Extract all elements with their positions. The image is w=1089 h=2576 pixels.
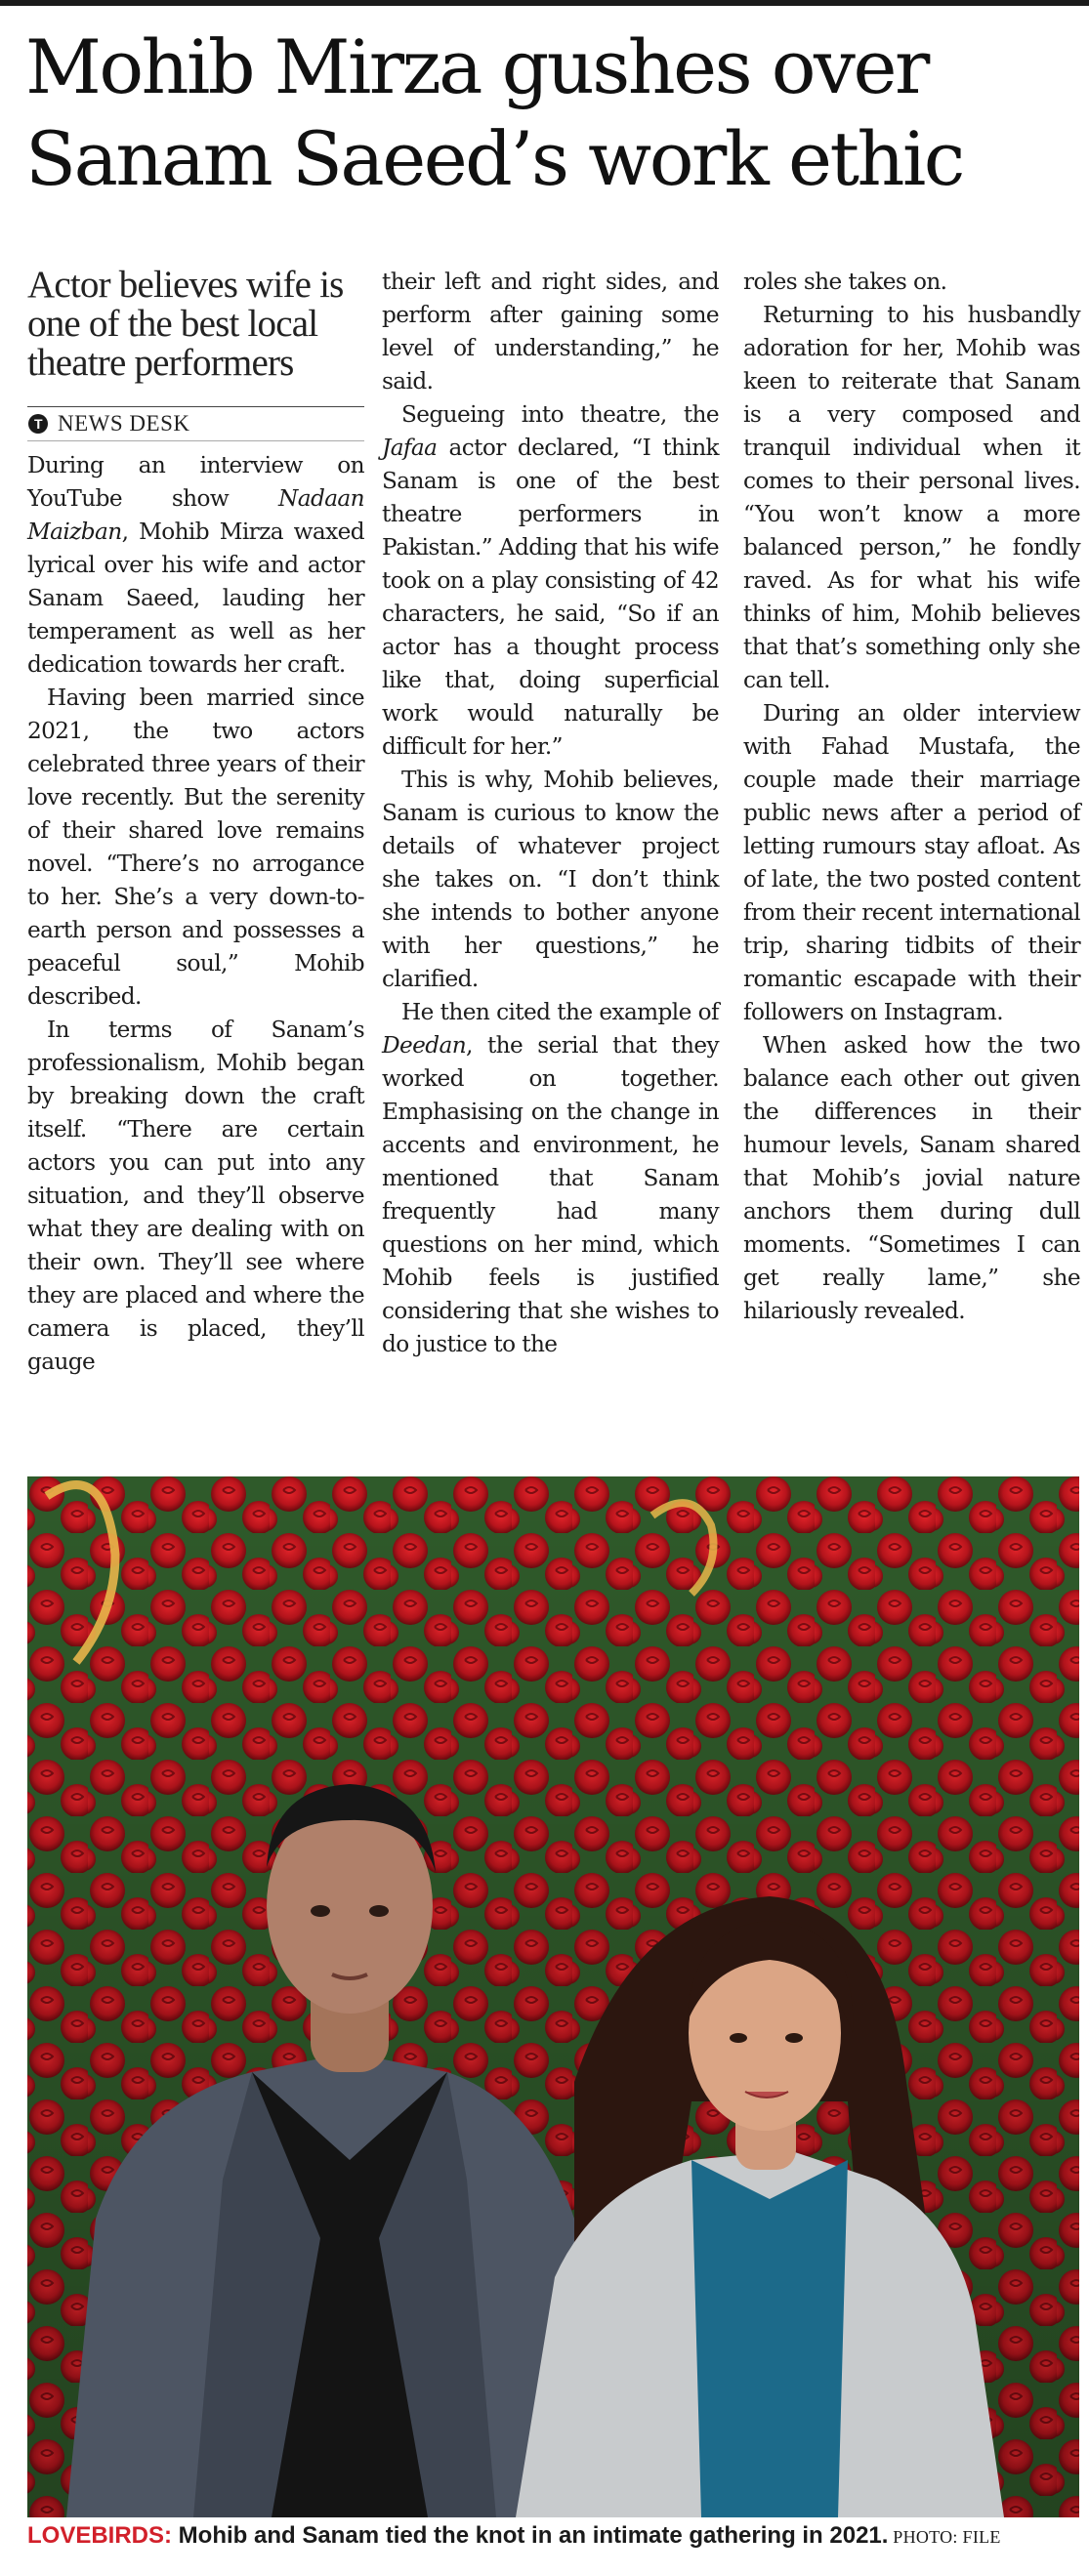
show-title: Nadaan Maizban [27,485,364,545]
paragraph-6-text-cont: , the serial that they worked on together. Emphasising on the change in accents and environment, he mentioned that Sanam frequently had many questions on her mind, which Mohib feels is justified considering that she wishes to do justice to the [382,1032,719,1357]
couple-photo-illustration [27,1476,1079,2517]
headline [25,21,1080,205]
column-3 [743,266,1080,1328]
paragraph-3: In terms of Sanam’s professionalism, Mohib began by breaking down the craft itself. “There are certain actors you can put into any situation, and they’ll observe what they are dealing with on their own. They’ll see where they are placed and where the camera is placed, they’ll gauge [27,1017,364,1375]
paragraph-4-text: Segueing into theatre, the [401,401,719,428]
column-2 [382,266,719,1361]
paragraph-7: Returning to his husbandly adoration for her, Mohib was keen to reiterate that Sanam is a very composed and tranquil individual when it comes to their personal lives. “You won’t know a more balanced person,” he fondly raved. As for what his wife thinks of him, Mohib believes that that’s something only she can tell. [743,302,1080,693]
column-1 [27,266,364,1379]
show-title: Deedan [382,1032,467,1059]
headline-line-2: Sanam Saeed’s work ethic [25,115,963,202]
paragraph-5: This is why, Mohib believes, Sanam is curious to know the details of whatever project she takes on. “I don’t think she intends to bother anyone with her questions,” he clarified. [382,767,719,992]
couple-photo [27,1476,1079,2517]
top-rule [0,0,1089,6]
newspaper-logo-icon [28,414,48,434]
paragraph-9: When asked how the two balance each other out given the differences in their humour levels, Sanam shared that Mohib’s jovial nature anchors them during dull moments. “Sometimes I can get really lame,” she hilariously revealed. [743,1032,1080,1324]
photo-credit: PHOTO: FILE [888,2527,1001,2547]
paragraph-1-text: During an interview on YouTube show [27,452,364,512]
byline [27,406,364,441]
paragraph-1-text-cont: , Mohib Mirza waxed lyrical over his wife and actor Sanam Saeed, lauding her temperament as well as her dedication towards her craft. [27,519,364,678]
show-title: Jafaa [382,435,438,461]
paragraph-2: Having been married since 2021, the two actors celebrated three years of their love recently. But the serenity of their shared love remains novel. “There’s no arrogance to her. She’s a very down-to-earth person and possesses a peaceful soul,” Mohib described. [27,685,364,1010]
caption-text: Mohib and Sanam tied the knot in an intimate gathering in 2021. [172,2522,889,2549]
caption-label: LOVEBIRDS: [27,2522,173,2549]
paragraph-6 [382,996,719,1361]
paragraph-3-cont: their left and right sides, and perform after gaining some level of understanding,” he said. [382,269,719,395]
paragraph-6-cont: roles she takes on. [743,269,947,295]
paragraph-6-text: He then cited the example of [401,999,719,1025]
paragraph-1 [27,449,364,682]
paragraph-4-text-cont: actor declared, “I think Sanam is one of the best theatre performers in Pakistan.” Adding that his wife took on a play consisting of 42 characters, he said, “So if an actor has a thought process like that, doing superficial work would naturally be difficult for her.” [382,435,719,760]
paragraph-4 [382,398,719,764]
headline-line-1: Mohib Mirza gushes over [25,23,928,110]
photo-caption [27,2521,1082,2551]
deck: Actor believes wife is one of the best local theatre performers [27,264,344,384]
byline-label: NEWS DESK [58,411,190,436]
paragraph-8: During an older interview with Fahad Mustafa, the couple made their marriage public news after a period of letting rumours stay afloat. As of late, the two posted content from their recent international trip, sharing tidbits of their romantic escapade with their followers on Instagram. [743,700,1080,1025]
